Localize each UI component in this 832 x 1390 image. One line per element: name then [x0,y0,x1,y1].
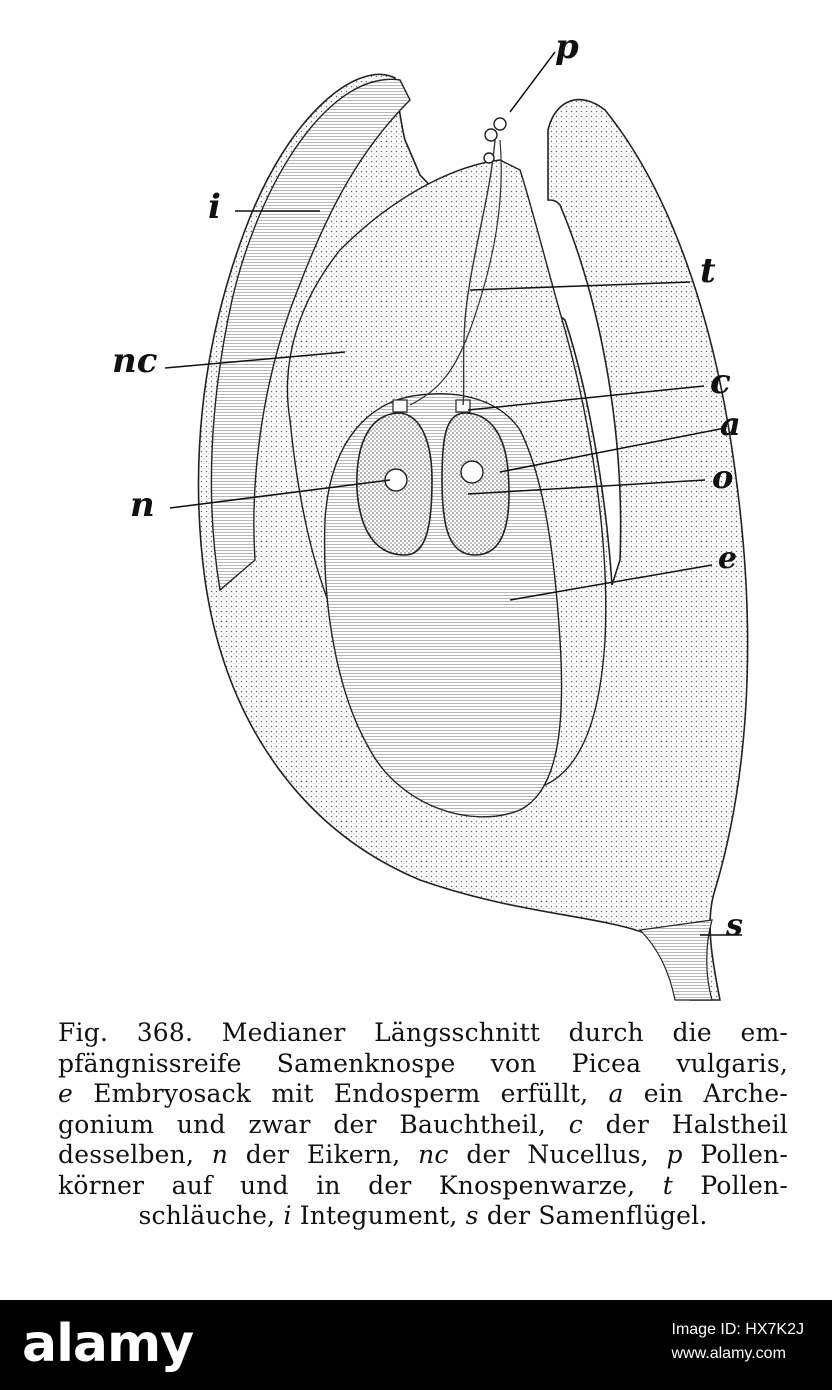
pollen-grain [494,118,506,130]
caption-text: pfängnissreife Samenknospe von Picea vulgaris, [58,1048,788,1078]
egg-nucleus-right [461,461,483,483]
site-url: www.alamy.com [671,1345,786,1362]
image-id-label: Image ID: HX7K2J [671,1321,804,1338]
caption-symbol: s [465,1201,479,1230]
caption-symbol: t [662,1170,673,1200]
archegonium-neck-left [393,400,407,412]
watermark-banner [0,1300,832,1390]
label-t: t [700,251,716,291]
label-e: e [718,541,738,576]
label-o: o [712,458,734,496]
caption-line [58,1201,788,1232]
pollen-grain [485,129,497,141]
caption-text: Pollen- [672,1170,788,1200]
caption-text: Fig. 368. Medianer Längsschnitt durch die em- [58,1018,788,1047]
caption-symbol: c [568,1109,583,1139]
caption-text: Integument, [291,1201,466,1230]
label-i: i [208,187,221,227]
archegonium-right [442,413,509,555]
pollen-grain [484,153,494,163]
caption-symbol: nc [418,1140,449,1169]
caption-line [58,1049,788,1080]
label-nc: nc [112,341,158,381]
caption-symbol: p [666,1140,683,1169]
stock-image-id [672,1318,805,1366]
label-c: c [710,362,731,402]
caption-line [58,1079,788,1110]
caption-symbol: n [211,1140,229,1169]
seed-wing [640,920,712,1000]
alamy-logo: alamy [22,1314,194,1374]
label-a: a [720,405,741,443]
label-n: n [130,485,155,525]
caption-text: gonium und zwar der Bauchtheil, [58,1109,569,1139]
caption-text: desselben, [58,1140,212,1169]
caption-symbol: i [283,1201,292,1230]
caption-symbol: a [608,1079,624,1108]
caption-line [58,1110,788,1141]
caption-text: der Halstheil [582,1109,788,1139]
caption-line [58,1171,788,1202]
caption-text: Pollen- [682,1140,788,1169]
caption-text: der Samenflügel. [478,1201,708,1230]
caption-line [58,1018,788,1049]
figure-caption [58,1018,788,1232]
caption-line [58,1140,788,1171]
caption-symbol: e [58,1079,73,1108]
caption-text: körner auf und in der Knospenwarze, [58,1170,663,1200]
label-p: p [555,27,579,67]
caption-text: ein Arche- [623,1079,788,1108]
caption-text: der Nucellus, [448,1140,667,1169]
caption-text: schläuche, [138,1201,284,1230]
caption-text: Embryosack mit Endosperm erfüllt, [73,1079,609,1108]
caption-text: der Eikern, [228,1140,419,1169]
label-s: s [726,908,743,943]
